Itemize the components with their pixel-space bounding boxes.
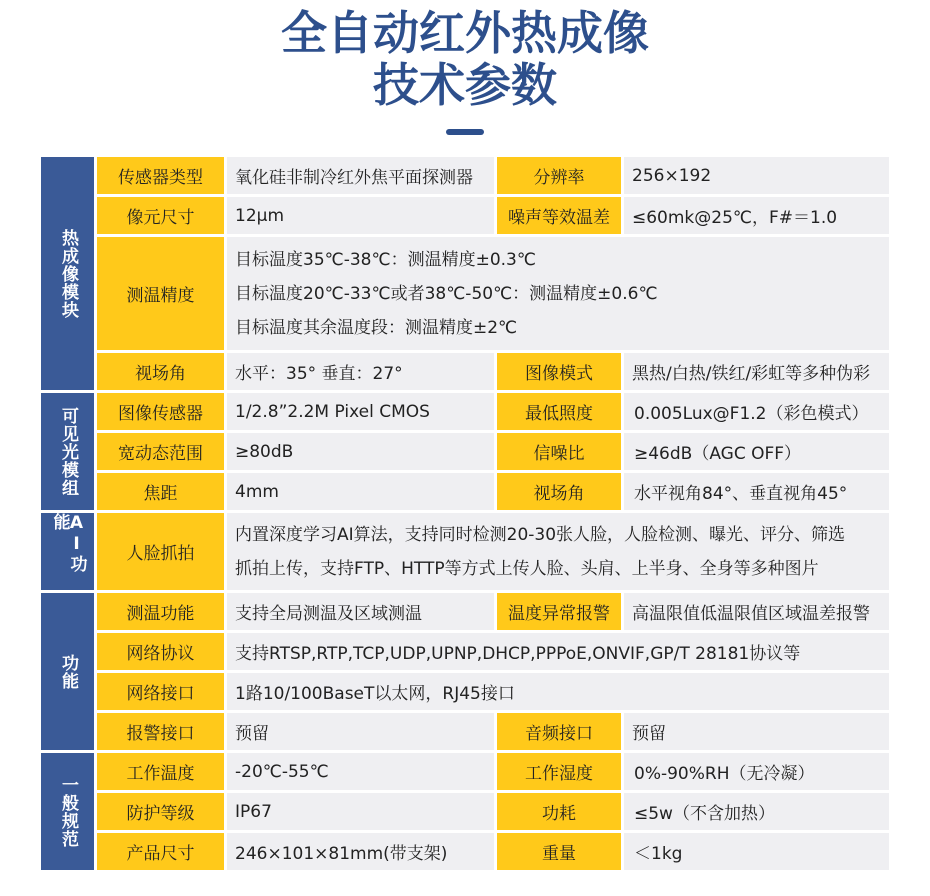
value-power: ≤5w（不含加热）	[624, 793, 889, 830]
label-face-capture: 人脸抓拍	[97, 513, 224, 590]
title-underline	[446, 129, 484, 135]
value-protocol: 支持RTSP,RTP,TCP,UDP,UPNP,DHCP,PPPoE,ONVIF,GP/T 28181协议等	[227, 633, 889, 670]
value-temp-alarm: 高温限值低温限值区域温差报警	[624, 593, 889, 630]
value-pixel-size: 12μm	[227, 197, 494, 234]
label-snr: 信噪比	[497, 433, 621, 470]
value-netd: ≤60mk@25℃，F#＝1.0	[624, 197, 889, 234]
label-focal: 焦距	[97, 473, 224, 510]
label-protocol: 网络协议	[97, 633, 224, 670]
value-temp-function: 支持全局测温及区域测温	[227, 593, 494, 630]
label-fov-thermal: 视场角	[97, 353, 224, 390]
page-subtitle: 技术参数	[373, 58, 557, 112]
label-audio-interface: 音频接口	[497, 713, 621, 750]
label-work-humidity: 工作湿度	[497, 753, 621, 790]
group-function: 功能	[41, 593, 94, 750]
face-line: 抓拍上传，支持FTP、HTTP等方式上传人脸、头肩、上半身、全身等多种图片	[235, 558, 819, 579]
label-protection: 防护等级	[97, 793, 224, 830]
label-work-temp: 工作温度	[97, 753, 224, 790]
label-image-mode: 图像模式	[497, 353, 621, 390]
value-network-interface: 1路10/100BaseT以太网，RJ45接口	[227, 673, 889, 710]
value-fov-thermal: 水平：35° 垂直：27°	[227, 353, 494, 390]
label-resolution: 分辨率	[497, 157, 621, 194]
label-netd: 噪声等效温差	[497, 197, 621, 234]
value-size: 246×101×81mm(带支架)	[227, 833, 494, 870]
label-min-illumination: 最低照度	[497, 393, 621, 430]
value-image-sensor: 1/2.8”2.2M Pixel CMOS	[227, 393, 494, 430]
value-alarm-interface: 预留	[227, 713, 494, 750]
value-accuracy	[227, 237, 889, 350]
face-line: 内置深度学习AI算法，支持同时检测20-30张人脸，人脸检测、曝光、评分、筛选	[235, 524, 846, 545]
value-audio-interface: 预留	[624, 713, 889, 750]
accuracy-line: 目标温度其余温度段：测温精度±2℃	[235, 317, 518, 338]
value-focal: 4mm	[227, 473, 494, 510]
value-image-mode: 黑热/白热/铁红/彩虹等多种伪彩	[624, 353, 889, 390]
label-size: 产品尺寸	[97, 833, 224, 870]
value-weight: ＜1kg	[624, 833, 889, 870]
value-work-temp: -20℃-55℃	[227, 753, 494, 790]
label-accuracy: 测温精度	[97, 237, 224, 350]
value-work-humidity: 0%-90%RH（无冷凝）	[624, 753, 889, 790]
label-weight: 重量	[497, 833, 621, 870]
label-alarm-interface: 报警接口	[97, 713, 224, 750]
label-temp-function: 测温功能	[97, 593, 224, 630]
value-protection: IP67	[227, 793, 494, 830]
label-pixel-size: 像元尺寸	[97, 197, 224, 234]
group-visible: 可见光模组	[41, 393, 94, 510]
value-min-illumination: 0.005Lux@F1.2（彩色模式）	[624, 393, 889, 430]
label-network-interface: 网络接口	[97, 673, 224, 710]
value-snr: ≥46dB（AGC OFF）	[624, 433, 889, 470]
group-general: 一般规范	[41, 753, 94, 870]
label-fov-visible: 视场角	[497, 473, 621, 510]
group-thermal: 热成像模块	[41, 157, 94, 390]
value-wdr: ≥80dB	[227, 433, 494, 470]
accuracy-line: 目标温度35℃-38℃：测温精度±0.3℃	[235, 249, 536, 270]
accuracy-line: 目标温度20℃-33℃或者38℃-50℃：测温精度±0.6℃	[235, 283, 658, 304]
group-ai: AI功能	[41, 513, 94, 590]
label-power: 功耗	[497, 793, 621, 830]
label-sensor-type: 传感器类型	[97, 157, 224, 194]
value-resolution: 256×192	[624, 157, 889, 194]
value-fov-visible: 水平视角84°、垂直视角45°	[624, 473, 889, 510]
label-image-sensor: 图像传感器	[97, 393, 224, 430]
label-wdr: 宽动态范围	[97, 433, 224, 470]
value-face-capture	[227, 513, 889, 590]
page-title: 全自动红外热成像	[281, 6, 649, 60]
value-sensor-type: 氧化硅非制冷红外焦平面探测器	[227, 157, 494, 194]
label-temp-alarm: 温度异常报警	[497, 593, 621, 630]
